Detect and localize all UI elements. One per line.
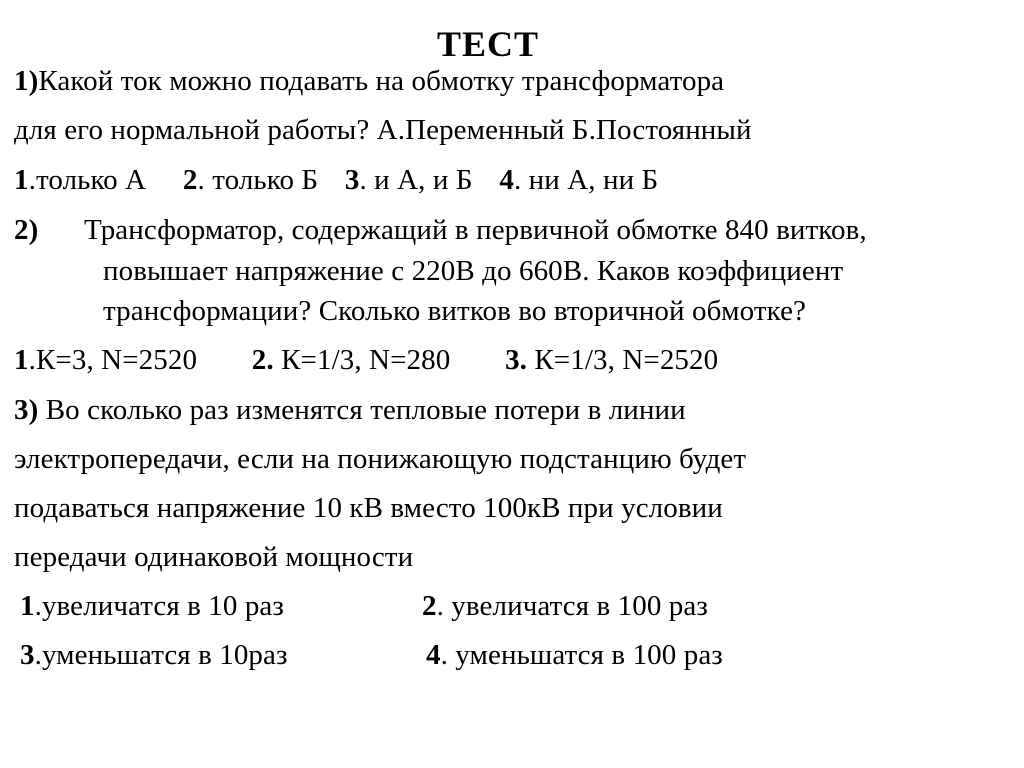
question-1-text-2: для его нормальной работы? А.Переменный Б.Постоянный xyxy=(14,114,752,146)
question-3-text-2: электропередачи, если на понижающую подстанцию будет xyxy=(14,443,747,475)
answer-1-3: 3. и А, и Б xyxy=(344,164,473,196)
question-3-line-1 xyxy=(14,393,686,427)
answer-1-1: 1.только А xyxy=(14,164,147,196)
page-title: ТЕСТ xyxy=(436,24,540,64)
question-1-answers xyxy=(14,163,658,197)
question-2-line-1 xyxy=(14,213,38,247)
question-2-number: 2) xyxy=(14,214,39,246)
answer-3-4: 4. уменьшатся в 100 раз xyxy=(426,639,723,671)
question-1-text-1: Какой ток можно подавать на обмотку трансформатора xyxy=(38,65,725,97)
answer-3-3: 3.уменьшатся в 10раз xyxy=(20,639,288,671)
question-2-text-2: повышает напряжение с 220В до 660В. Каков коэффициент xyxy=(103,255,844,287)
answer-2-1: 1.К=3, N=2520 xyxy=(14,344,198,376)
question-3-text-4: передачи одинаковой мощности xyxy=(14,541,414,573)
question-1-line-2 xyxy=(14,113,752,147)
question-3-text-3: подаваться напряжение 10 кВ вместо 100кВ при условии xyxy=(14,492,723,524)
answer-2-2: 2. К=1/3, N=280 xyxy=(251,344,451,376)
question-2-answers xyxy=(14,343,718,377)
question-2-text-3: трансформации? Сколько витков во вторичной обмотке? xyxy=(103,295,807,327)
question-1-line-1 xyxy=(14,64,724,98)
answer-3-1: 1.увеличатся в 10 раз xyxy=(20,590,284,622)
question-1-number: 1) xyxy=(14,65,39,97)
answer-2-3: 3. К=1/3, N=2520 xyxy=(505,344,719,376)
answer-1-4: 4. ни А, ни Б xyxy=(499,164,659,196)
question-3-text-1: Во сколько раз изменятся тепловые потери в линии xyxy=(45,394,686,426)
question-2-text-1: Трансформатор, содержащий в первичной обмотке 840 витков, xyxy=(84,214,867,246)
question-3-number: 3) xyxy=(14,394,39,426)
answer-1-2: 2. только Б xyxy=(182,164,319,196)
answer-3-2: 2. увеличатся в 100 раз xyxy=(422,590,708,622)
